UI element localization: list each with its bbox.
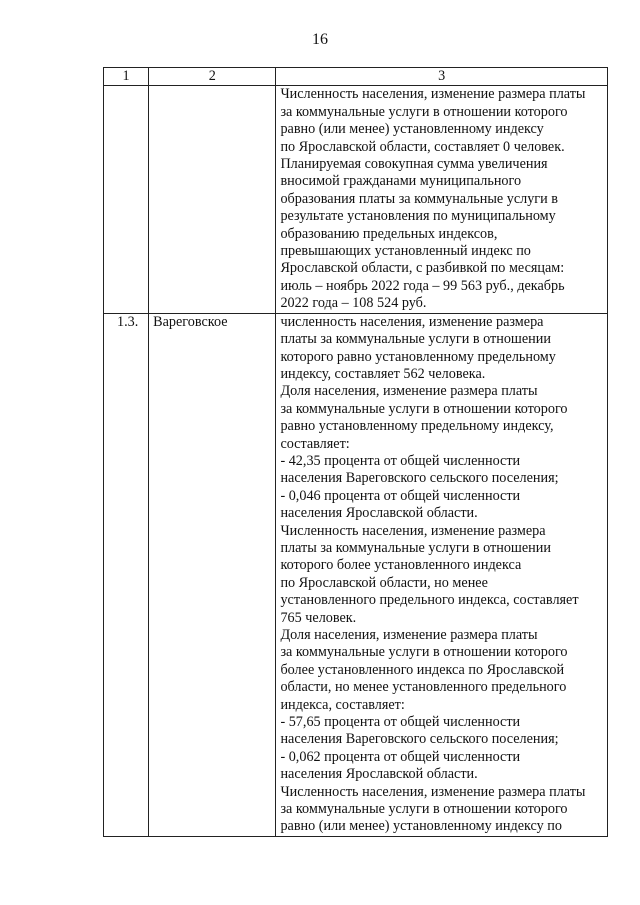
- description-line: по Ярославской области, но менее: [280, 574, 488, 591]
- description-line: Численность населения, изменение размера: [280, 522, 546, 539]
- description-line: Ярославской области, с разбивкой по месяцам:: [280, 260, 565, 277]
- description-line: июль – ноябрь 2022 года – 99 563 руб., декабрь: [280, 277, 565, 294]
- description-line: за коммунальные услуги в отношении которого: [280, 801, 568, 818]
- description-line: - 42,35 процента от общей численности: [280, 452, 521, 469]
- description-cell: [276, 86, 608, 313]
- description-line: превышающих установленный индекс по: [280, 243, 531, 260]
- description-line: платы за коммунальные услуги в отношении: [280, 539, 551, 556]
- settlement-name-cell: [149, 86, 276, 313]
- settlement-name-cell: Вареговское: [149, 313, 276, 836]
- description-line: установленного предельного индекса, составляет: [280, 592, 579, 609]
- description-line: за коммунальные услуги в отношении которого: [280, 644, 568, 661]
- column-header-3: 3: [276, 68, 608, 86]
- description-line: населения Ярославской области.: [280, 766, 478, 783]
- description-line: платы за коммунальные услуги в отношении: [280, 331, 551, 348]
- description-line: образования платы за коммунальные услуги в: [280, 190, 558, 207]
- description-line: - 0,062 процента от общей численности: [280, 748, 521, 765]
- description-line: образованию предельных индексов,: [280, 225, 498, 242]
- description-line: населения Вареговского сельского поселения;: [280, 731, 559, 748]
- page-number: 16: [312, 31, 328, 48]
- description-line: которого более установленного индекса: [280, 557, 522, 574]
- description-line: за коммунальные услуги в отношении которого: [280, 400, 568, 417]
- description-line: 2022 года – 108 524 руб.: [280, 295, 427, 312]
- description-line: населения Вареговского сельского поселения;: [280, 470, 559, 487]
- description-line: равно установленному предельному индексу,: [280, 418, 554, 435]
- table-header-row: [104, 68, 608, 86]
- description-line: Доля населения, изменение размера платы: [280, 383, 538, 400]
- row-number-cell: [104, 86, 149, 313]
- description-line: которого равно установленному предельному: [280, 348, 556, 365]
- data-table: [103, 67, 608, 837]
- table-row: [104, 313, 608, 836]
- column-header-1: 1: [104, 68, 149, 86]
- description-line: равно (или менее) установленному индексу: [280, 121, 544, 138]
- description-line: составляет:: [280, 435, 350, 452]
- description-line: индексу, составляет 562 человека.: [280, 365, 486, 382]
- description-line: за коммунальные услуги в отношении которого: [280, 103, 568, 120]
- description-line: результате установления по муниципальному: [280, 208, 556, 225]
- description-cell: [276, 313, 608, 836]
- column-header-2: 2: [149, 68, 276, 86]
- description-line: Планируемая совокупная сумма увеличения: [280, 156, 548, 173]
- description-line: 765 человек.: [280, 609, 357, 626]
- row-number-cell: 1.3.: [104, 313, 149, 836]
- description-line: области, но менее установленного предельного: [280, 679, 567, 696]
- description-line: равно (или менее) установленному индексу по: [280, 818, 562, 835]
- description-line: вносимой гражданами муниципального: [280, 173, 522, 190]
- description-line: по Ярославской области, составляет 0 человек.: [280, 138, 565, 155]
- description-line: численность населения, изменение размера: [280, 313, 544, 330]
- description-line: индекса, составляет:: [280, 696, 405, 713]
- description-line: - 0,046 процента от общей численности: [280, 487, 521, 504]
- description-line: Численность населения, изменение размера платы: [280, 783, 586, 800]
- description-line: Доля населения, изменение размера платы: [280, 627, 538, 643]
- description-line: более установленного индекса по Ярославской: [280, 661, 565, 678]
- description-line: - 57,65 процента от общей численности: [280, 714, 521, 731]
- table-row: [104, 86, 608, 313]
- description-line: населения Ярославской области.: [280, 505, 478, 522]
- description-line: Численность населения, изменение размера платы: [280, 86, 586, 103]
